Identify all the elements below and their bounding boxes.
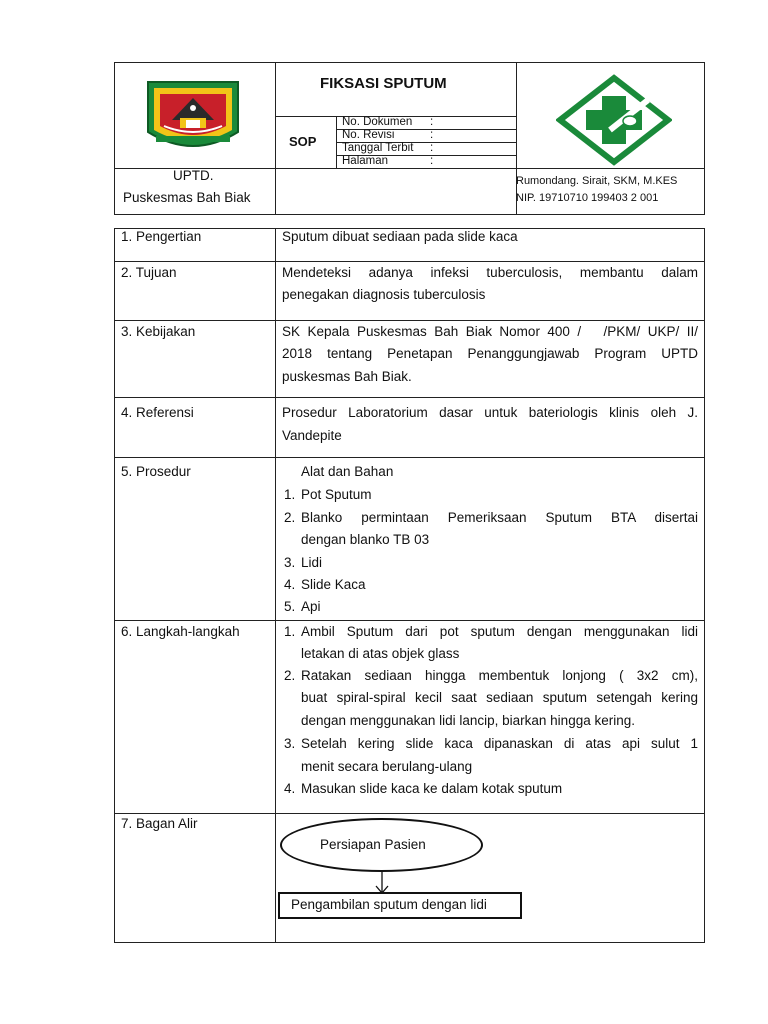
- sop-label: SOP: [289, 134, 317, 149]
- org-unit: UPTD.: [173, 168, 214, 183]
- document-title: FIKSASI SPUTUM: [320, 75, 447, 92]
- flowchart-step-text: Persiapan Pasien: [320, 837, 426, 852]
- kebijakan-line: 2018 tentang Penetapan Penanggungjawab Program UPTD: [282, 346, 698, 361]
- tujuan-line: Mendeteksi adanya infeksi tuberculosis, membantu dalam: [282, 265, 698, 280]
- list-item: menit secara berulang-ulang: [301, 759, 473, 774]
- section-label-pengertian: 1. Pengertian: [121, 229, 202, 244]
- section-label-prosedur: 5. Prosedur: [121, 464, 191, 479]
- list-number: 3.: [284, 736, 296, 751]
- list-item: buat spiral-spiral kecil saat sediaan sputum setengah kering: [301, 690, 698, 705]
- puskesmas-logo: [556, 74, 672, 166]
- section-label-referensi: 4. Referensi: [121, 405, 194, 420]
- kebijakan-line: SK Kepala Puskesmas Bah Biak Nomor 400 / /PKM/ UKP/ II/: [282, 324, 698, 339]
- section-label-langkah: 6. Langkah-langkah: [121, 624, 240, 639]
- list-number: 5.: [284, 599, 296, 614]
- prosedur-heading: Alat dan Bahan: [301, 464, 394, 479]
- list-number: 2.: [284, 510, 296, 525]
- signer-name: Rumondang. Sirait, SKM, M.KES: [516, 175, 678, 187]
- meta-sep: :: [430, 155, 434, 167]
- signer-nip: NIP. 19710710 199403 2 001: [516, 192, 659, 204]
- list-number: 1.: [284, 487, 296, 502]
- kebijakan-line: puskesmas Bah Biak.: [282, 369, 412, 384]
- meta-label: Tanggal Terbit: [342, 142, 414, 154]
- org-name: Puskesmas Bah Biak: [123, 190, 251, 205]
- list-item: Blanko permintaan Pemeriksaan Sputum BTA disertai: [301, 510, 698, 525]
- list-number: 2.: [284, 668, 296, 683]
- list-number: 3.: [284, 555, 296, 570]
- section-label-tujuan: 2. Tujuan: [121, 265, 177, 280]
- list-item: Lidi: [301, 555, 323, 570]
- list-item: Ratakan sediaan hingga membentuk lonjong ( 3x2 cm),: [301, 668, 698, 683]
- regional-logo: [142, 76, 244, 160]
- list-item: Pot Sputum: [301, 487, 372, 502]
- referensi-line: Prosedur Laboratorium dasar untuk bateriologis klinis oleh J.: [282, 405, 698, 420]
- list-item: Ambil Sputum dari pot sputum dengan menggunakan lidi: [301, 624, 698, 639]
- meta-label: No. Dokumen: [342, 116, 413, 128]
- referensi-line: Vandepite: [282, 428, 342, 443]
- list-item: Masukan slide kaca ke dalam kotak sputum: [301, 781, 563, 796]
- meta-label: Halaman: [342, 155, 389, 167]
- meta-sep: :: [430, 116, 434, 128]
- list-item: Slide Kaca: [301, 577, 366, 592]
- list-item: letakan di atas objek glass: [301, 646, 460, 661]
- section-label-kebijakan: 3. Kebijakan: [121, 324, 196, 339]
- list-number: 1.: [284, 624, 296, 639]
- section-label-bagan: 7. Bagan Alir: [121, 816, 198, 831]
- list-number: 4.: [284, 577, 296, 592]
- tujuan-line: penegakan diagnosis tuberculosis: [282, 287, 486, 302]
- flowchart-step-text: Pengambilan sputum dengan lidi: [291, 897, 487, 912]
- meta-label: No. Revisi: [342, 129, 395, 141]
- list-item: dengan menggunakan lidi lancip, biarkan hingga kering.: [301, 713, 635, 728]
- list-item: Setelah kering slide kaca dipanaskan di atas api sulut 1: [301, 736, 698, 751]
- meta-sep: :: [430, 142, 434, 154]
- meta-sep: :: [430, 129, 434, 141]
- list-item: dengan blanko TB 03: [301, 532, 430, 547]
- pengertian-text: Sputum dibuat sediaan pada slide kaca: [282, 229, 518, 244]
- list-item: Api: [301, 599, 321, 614]
- list-number: 4.: [284, 781, 296, 796]
